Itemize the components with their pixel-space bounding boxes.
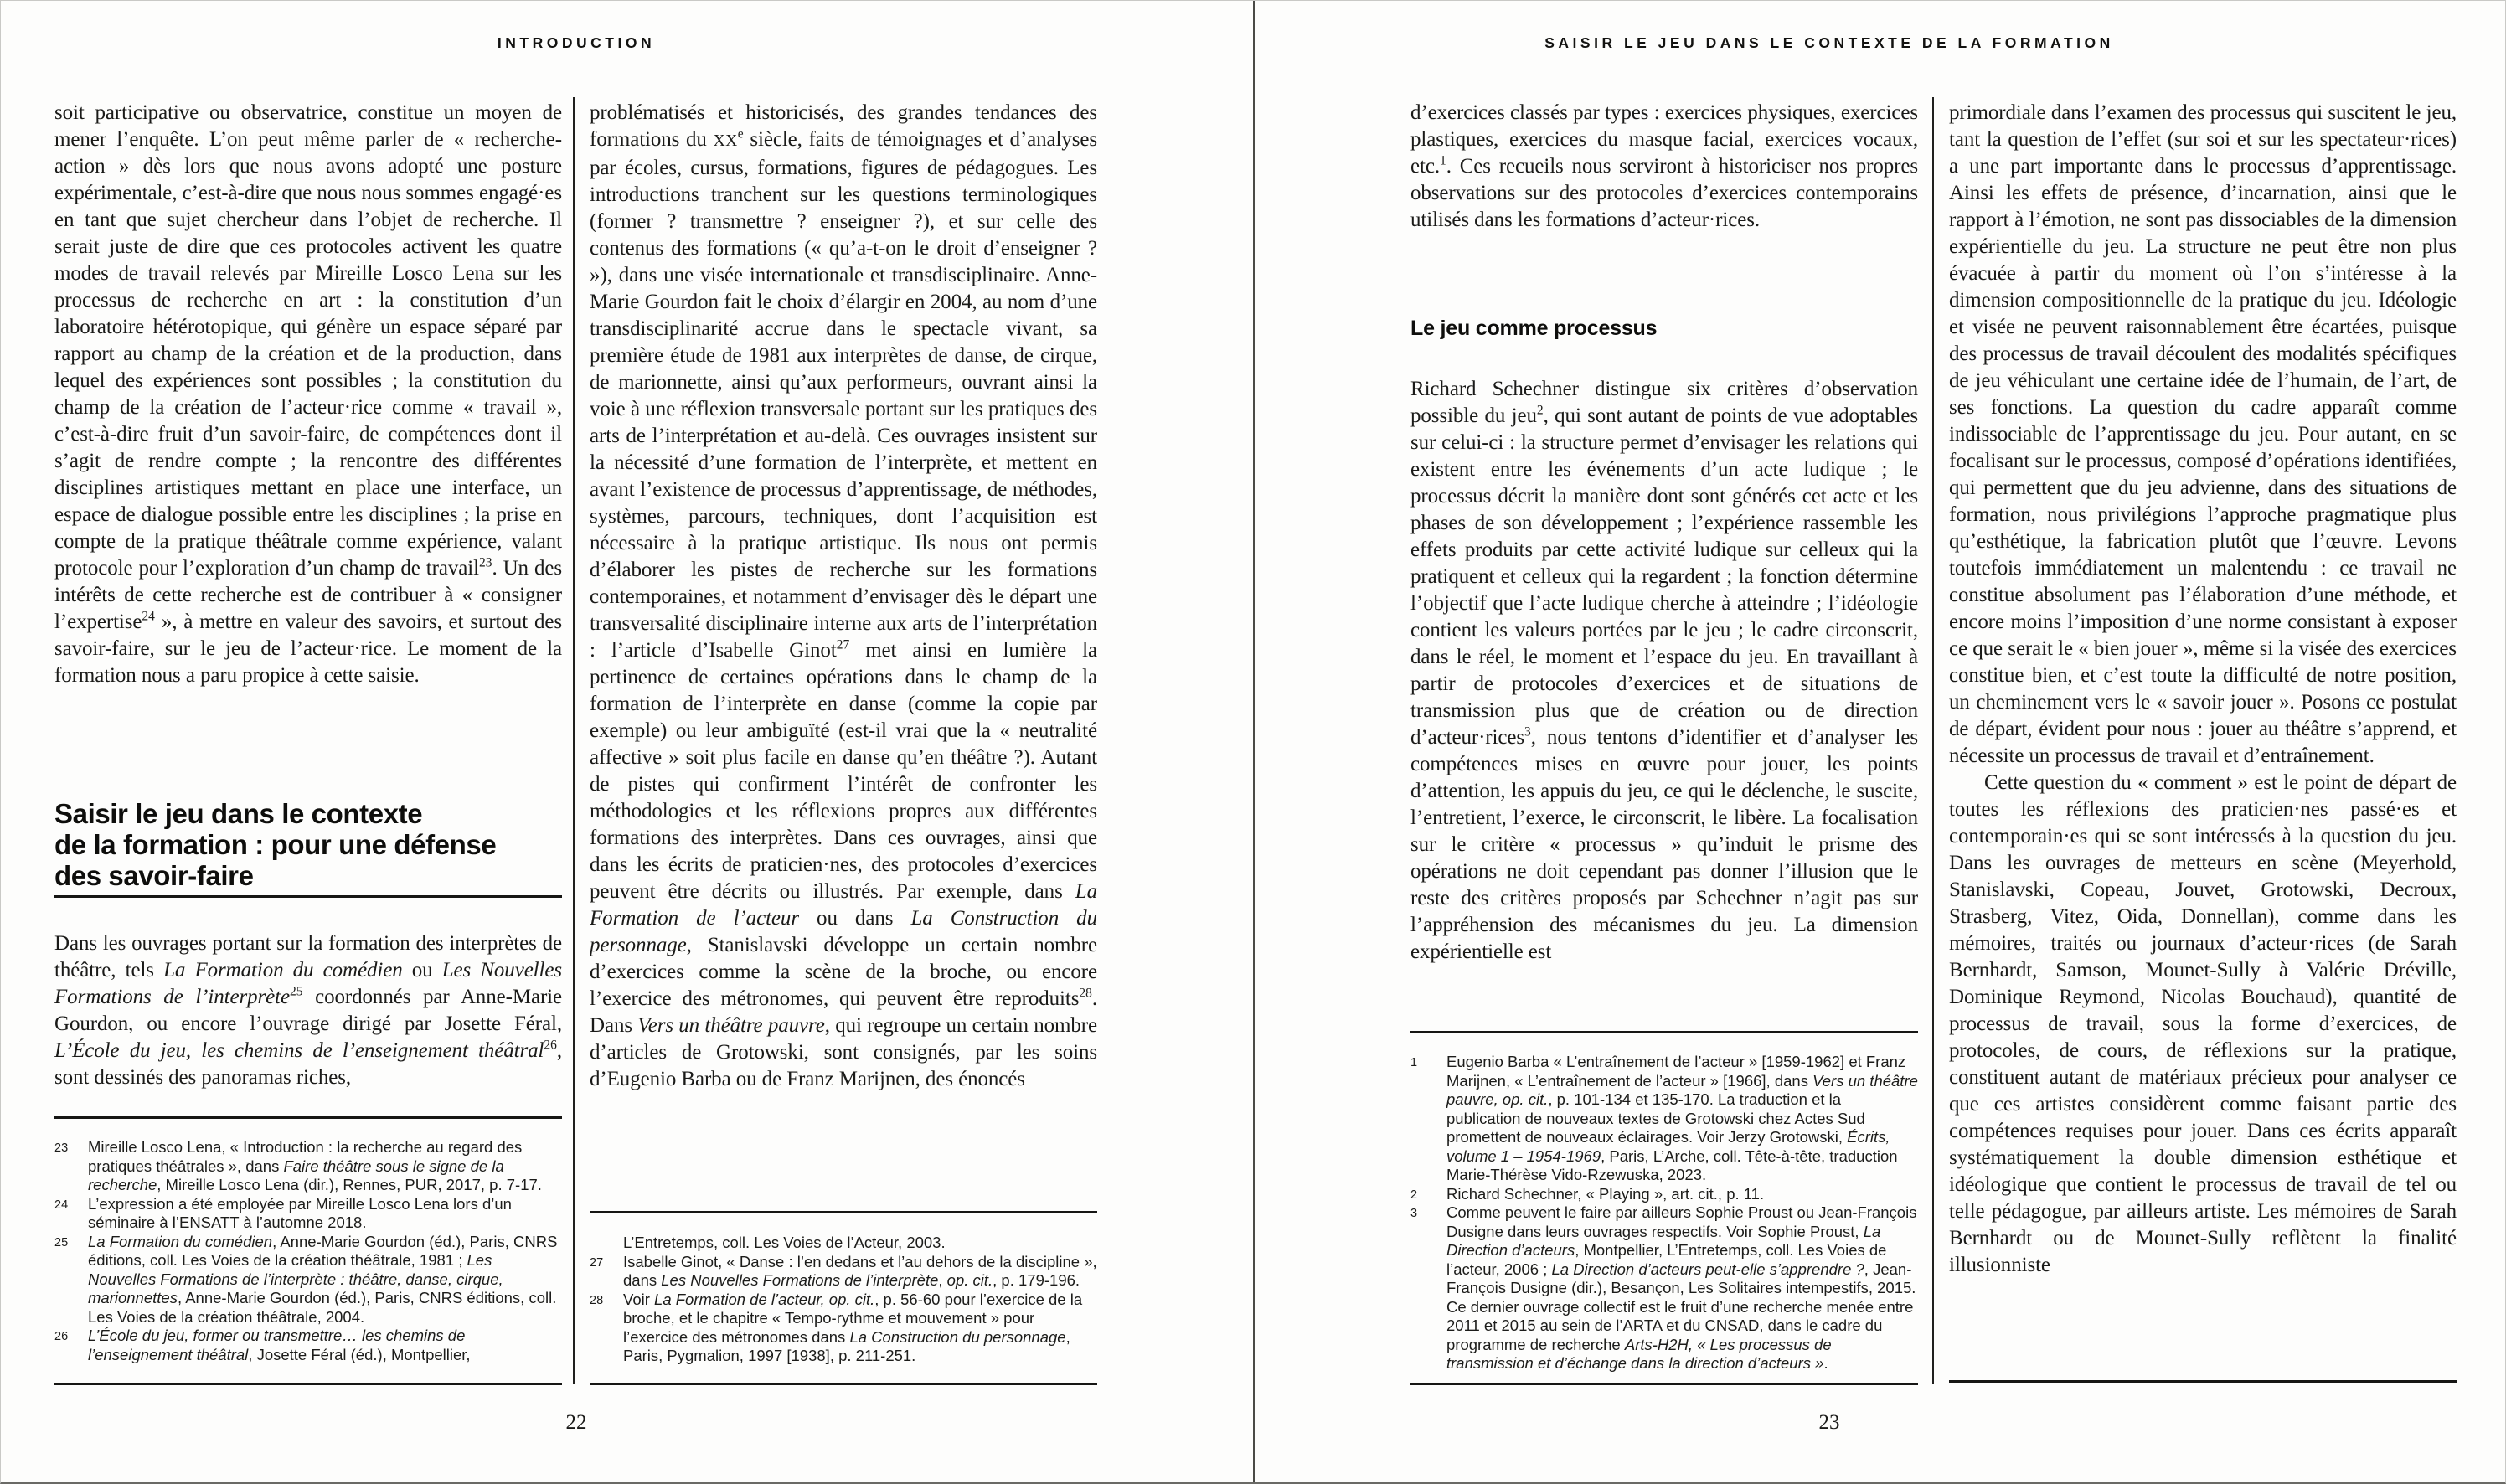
footnote-separator [1410, 1031, 1918, 1033]
column-bottom-rule [590, 1383, 1097, 1385]
footnote-text: Voir La Formation de l’acteur, op. cit., p. 56-60 pour l’exercice de la broche, et le chapitre « Tempo-rythme et mouvement » pour l’exercice des métronomes dans La Construction du personnage, Paris, Pygmalion, 1997 [1938], p. 211-251. [623, 1290, 1083, 1364]
paragraph: d’exercices classés par types : exercices physiques, exercices plastiques, exercices du masque facial, exercices vocaux, etc.$^1$. Ces recueils nous serviront à historiciser nos propres observations sur des protocoles d’exercices contemporains utilisés dans les formations d’acteur·rices. [1410, 101, 1918, 231]
column-4 [1949, 100, 2457, 1388]
running-head-right: SAISIR LE JEU DANS LE CONTEXTE DE LA FORMATION [1544, 34, 2114, 51]
footnotes [1410, 1053, 1918, 1373]
footnote [54, 1233, 562, 1327]
page-number: 22 [565, 1411, 587, 1434]
footnote-number: 2 [1410, 1188, 1418, 1202]
column-3 [1410, 100, 1918, 1388]
paragraph: Dans les ouvrages portant sur la formation des interprètes de théâtre, tels La Formation du comédien ou Les Nouvelles Formations de l’interprète$^{25}$ coordonnés par Anne-Marie Gourdon, ou encore l’ouvrage dirigé par Josette Féral, L’École du jeu, les chemins de l’enseignement théâtral$^{26}$, sont dessinés des panoramas riches, [54, 932, 562, 1089]
paragraph: problématisés et historicisés, des grandes tendances des formations du XXe siècle, faits de témoignages et d’analyses par écoles, cursus, formations, figures de pédagogues. Les introductions tranchent sur les questions terminologiques (former ? transmettre ? enseigner ?), et sur celle des contenus des formations (« qu’a-t-on le droit d’enseigner ? »), dans une visée internationale et transdisciplinaire. Anne-Marie Gourdon fait le choix d’élargir en 2004, au nom d’une transdisciplinarité accrue dans le spectacle vivant, sa première étude de 1981 aux interprètes de danse, de cirque, de marionnette, ainsi qu’aux performeurs, ouvrant ainsi la voie à une réflexion transversale portant sur les pratiques des arts de l’interprétation et au-delà. Ces ouvrages insistent sur la nécessité d’une formation de l’interprète, et mettent en avant l’existence de processus d’apprentissage, de méthodes, systèmes, parcours, techniques, dont l’acquisition est nécessaire à la pratique artistique. Ils nous ont permis d’élaborer les pistes de recherche sur les formations contemporaines, et notamment d’envisager dès le départ une transversalité disciplinaire interne aux arts de l’interprétation : l’article d’Isabelle Ginot$^{27}$ met ainsi en lumière la pertinence de certaines opérations dans le champ de la formation de l’interprète en danse (comme la copie par exemple) ou leur ambiguïté (est-il vrai que la « neutralité affective » soit plus facile en danse qu’en théâtre ?). Autant de pistes qui confirment l’intérêt de confronter les méthodologies et les réflexions propres aux différentes formations des interprètes. Dans ces ouvrages, ainsi que dans les écrits de praticien·nes, des protocoles d’exercices peuvent être décrits ou illustrés. Par exemple, dans La Formation de l’acteur ou dans La Construction du personnage, Stanislavski développe un certain nombre d’exercices comme la scène de la broche, ou encore l’exercice des métronomes, qui peuvent être reproduits$^{28}$. Dans Vers un théâtre pauvre, qui regroupe un certain nombre d’articles de Grotowski, sont consignés, par les soins d’Eugenio Barba ou de Franz Marijnen, des énoncés [590, 101, 1097, 1090]
section-heading: Saisir le jeu dans le contexte de la formation : pour une défense des savoir-faire [54, 798, 497, 891]
paragraph: Richard Schechner distingue six critères d’observation possible du jeu$^2$, qui sont autant de points de vue adoptables sur celui-ci : la structure permet d’envisager les relations qui existent entre les événements d’un acte ludique ; le processus décrit la manière dont sont générés cet acte et les phases de son développement ; l’expérience rassemble les effets produits par cette activité ludique sur celleux qui la pratiquent et celleux qui la regardent ; la fonction détermine l’objectif que l’acte ludique cherche à atteindre ; l’idéologie contient les valeurs portées par le jeu ; le cadre circonscrit, dans le réel, le moment et l’espace du jeu. En travaillant à partir de protocoles d’exercices et de situations de transmission plus que de création ou de direction d’acteur·rices$^3$, nous tentons d’identifier et d’analyser les compétences mises en œuvre pour jouer, les points d’attention, les appuis du jeu, ce qui le déclenche, le suscite, l’entretient, l’exerce, le circonscrit, le libère. La focalisation sur le critère « processus » qu’induit le prisme des opérations ne doit cependant pas donner l’illusion que le reste des critères proposés par Schechner n’agit pas sur l’appréhension des mécanismes du jeu. La dimension expérientielle est [1410, 378, 1918, 963]
footnote [54, 1195, 562, 1233]
footnote [1410, 1185, 1918, 1204]
column-bottom-rule [1949, 1380, 2457, 1383]
footnote-text: La Formation du comédien, Anne-Marie Gourdon (éd.), Paris, CNRS éditions, coll. Les Voies de la création théâtrale, 1981 ; Les Nouvelles Formations de l’interprète : théâtre, danse, cirque, marionnettes, Anne-Marie Gourdon (éd.), Paris, CNRS éditions, coll. Les Voies de la création théâtrale, 2004. [88, 1232, 558, 1326]
page-23 [1254, 1, 2506, 1484]
paragraph: Cette question du « comment » est le point de départ de toutes les réflexions des praticien·nes passé·es et contemporain·es qui se sont intéressés à la question du jeu. Dans les ouvrages de metteurs en scène (Meyerhold, Stanislavski, Copeau, Jouvet, Grotowski, Decroux, Strasberg, Vitez, Oida, Donnellan), comme dans les mémoires, traités ou journaux d’acteur·rices (de Sarah Bernhardt, Samson, Mounet-Sully à Valérie Dréville, Dominique Reymond, Nicolas Bouchaud), quantité de processus de travail, sous la forme d’exercices, de protocoles, de cours, de réflexions sur la pratique, constituent autant de matériaux précieux pour analyser ce que ces artistes considèrent comme faisant partie des compétences requises pour jouer. Dans ces écrits apparaît systématiquement la double dimension esthétique et idéologique que contient le processus de travail de tel ou telle pédagogue, par ailleurs artiste. Les mémoires de Sarah Bernhardt ou de Mounet-Sully reflètent la finalité illusionniste [1949, 771, 2457, 1276]
column-bottom-rule [54, 1383, 562, 1385]
column-bottom-rule [1410, 1383, 1918, 1385]
footnote [590, 1253, 1097, 1291]
footnote-text: L’Entretemps, coll. Les Voies de l’Acteur, 2003. [623, 1234, 946, 1251]
footnote-text: L’École du jeu, former ou transmettre… les chemins de l’enseignement théâtral, Josette Féral (éd.), Montpellier, [88, 1327, 471, 1363]
footnotes [54, 1138, 562, 1364]
running-head-left: INTRODUCTION [497, 34, 656, 51]
column-1 [54, 100, 562, 1388]
page-22 [1, 1, 1254, 1484]
footnote-number: 23 [54, 1141, 69, 1155]
footnote [590, 1291, 1097, 1366]
footnote-number: 27 [590, 1255, 604, 1270]
footnote [54, 1327, 562, 1364]
column-divider [1932, 97, 1934, 1384]
sub-heading: Le jeu comme processus [1410, 317, 1658, 340]
column-divider [573, 97, 575, 1384]
footnote [1410, 1053, 1918, 1185]
footnote-continuation [590, 1234, 1097, 1253]
footnote-separator [54, 1116, 562, 1119]
page-number: 23 [1818, 1411, 1840, 1434]
heading-rule [54, 895, 562, 898]
footnote-text: Eugenio Barba « L’entraînement de l’acteur » [1959-1962] et Franz Marijnen, « L’entraînement de l’acteur » [1966], dans Vers un théâtre pauvre, op. cit., p. 101-134 et 135-170. La traduction et la publication de nouveaux textes de Grotowski chez Actes Sud promettent de nouveaux éclairages. Voir Jerzy Grotowski, Écrits, volume 1 – 1954-1969, Paris, L’Arche, coll. Tête-à-tête, traduction Marie-Thérèse Vido-Rzewuska, 2023. [1446, 1053, 1918, 1183]
footnote-text: Mireille Losco Lena, « Introduction : la recherche au regard des pratiques théâtrales », dans Faire théâtre sous le signe de la recherche, Mireille Losco Lena (dir.), Rennes, PUR, 2017, p. 7-17. [88, 1138, 542, 1193]
footnote-text: L’expression a été employée par Mireille Losco Lena lors d’un séminaire à l’ENSATT à l’automne 2018. [88, 1194, 512, 1231]
footnote-number: 1 [1410, 1056, 1418, 1069]
footnote-number: 25 [54, 1235, 69, 1250]
footnote-text: Richard Schechner, « Playing », art. cit., p. 11. [1446, 1184, 1765, 1203]
footnotes [590, 1234, 1097, 1366]
footnote [54, 1138, 562, 1195]
footnote [1410, 1203, 1918, 1373]
page-gutter-line [1253, 1, 1255, 1484]
paragraph-group [1949, 100, 2457, 1369]
footnote-number: 26 [54, 1330, 69, 1343]
footnote-text: Comme peuvent le faire par ailleurs Sophie Proust ou Jean-François Dusigne dans leurs ouvrages respectifs. Voir Sophie Proust, La Direction d’acteurs, Montpellier, L’Entretemps, coll. Les Voies de l’acteur, 2006 ; La Direction d’acteurs peut-elle s’apprendre ?, Jean-François Dusigne (dir.), Besançon, Les Solitaires intempestifs, 2015. Ce dernier ouvrage collectif est le fruit d’une recherche menée entre 2011 et 2015 au sein de l’ARTA et du CNSAD, dans le cadre du programme de recherche Arts-H2H, « Les processus de transmission et d’échange dans la direction d’acteurs ». [1446, 1203, 1917, 1372]
footnote-separator [590, 1211, 1097, 1213]
footnote-text: Isabelle Ginot, « Danse : l’en dedans et l’au dehors de la discipline », dans Les Nouvelles Formations de l’interprète, op. cit., p. 179-196. [623, 1252, 1097, 1289]
footnote-number: 28 [590, 1293, 604, 1307]
column-2 [590, 100, 1097, 1388]
paragraph: soit participative ou observatrice, constitue un moyen de mener l’enquête. L’on peut même parler de « recherche-action » dès lors que nous avons adopté une posture expérimentale, c’est-à-dire que nous nous sommes engagé·es en tant que sujet chercheur dans l’objet de recherche. Il serait juste de dire que ces protocoles activent les quatre modes de travail relevés par Mireille Losco Lena sur les processus de recherche en art : la constitution d’un laboratoire hétérotopique, qui génère un espace séparé par rapport au champ de la création et de la production, dans lequel des expériences sont possibles ; la constitution du champ de la création de l’acteur·rice comme « travail », c’est-à-dire fruit d’un savoir-faire, de compétences dont il s’agit de rendre compte ; la rencontre des différentes disciplines artistiques mettant en place une interface, un espace de dialogue possible entre les disciplines ; la prise en compte de la pratique théâtrale comme expérience, valant protocole pour l’exploration d’un champ de travail$^{23}$. Un des intérêts de cette recherche est de contribuer à « consigner l’expertise$^{24}$ », à mettre en valeur des savoirs, et surtout des savoir-faire, sur le jeu de l’acteur·rice. Le moment de la formation nous a paru propice à cette saisie. [54, 101, 562, 687]
footnote-number: 3 [1410, 1207, 1418, 1220]
footnote-number: 24 [54, 1198, 69, 1212]
paragraph: primordiale dans l’examen des processus qui suscitent le jeu, tant la question de l’effet (sur soi et sur les spectateur·rices) a une part importante dans le processus d’apprentissage. Ainsi les effets de présence, d’incarnation, ainsi que le rapport à l’émotion, ne sont pas dissociables de la dimension expérientielle du jeu. La structure ne peut être non plus évacuée à partir du moment où l’on s’intéresse à la dimension compositionnelle de la pratique du jeu. Idéologie et visée ne peuvent raisonnablement être écartées, puisque des processus de travail découlent des modalités spécifiques de jeu véhiculant une certaine idée de l’humain, de l’art, de ses fonctions. La question du cadre apparaît comme indissociable de l’apprentissage du jeu. Pour autant, en se focalisant sur le processus, composé d’opérations identifiées, qui permettent que du jeu advienne, dans des situations de formation, nous privilégions l’approche pragmatique plus qu’esthétique, la fabrication plutôt que l’œuvre. Levons toutefois immédiatement un malentendu : ce travail ne constitue absolument pas l’élaboration d’une méthode, et encore moins l’imposition d’une norme consistant à exposer ce que serait le « bien jouer », même si la visée des exercices constitue bien, et c’est toute la difficulté de notre position, un cheminement vers le « savoir jouer ». Posons ce postulat de départ, évident pour nous : jouer au théâtre s’apprend, et nécessite un processus de travail et d’entraînement. [1949, 101, 2457, 767]
